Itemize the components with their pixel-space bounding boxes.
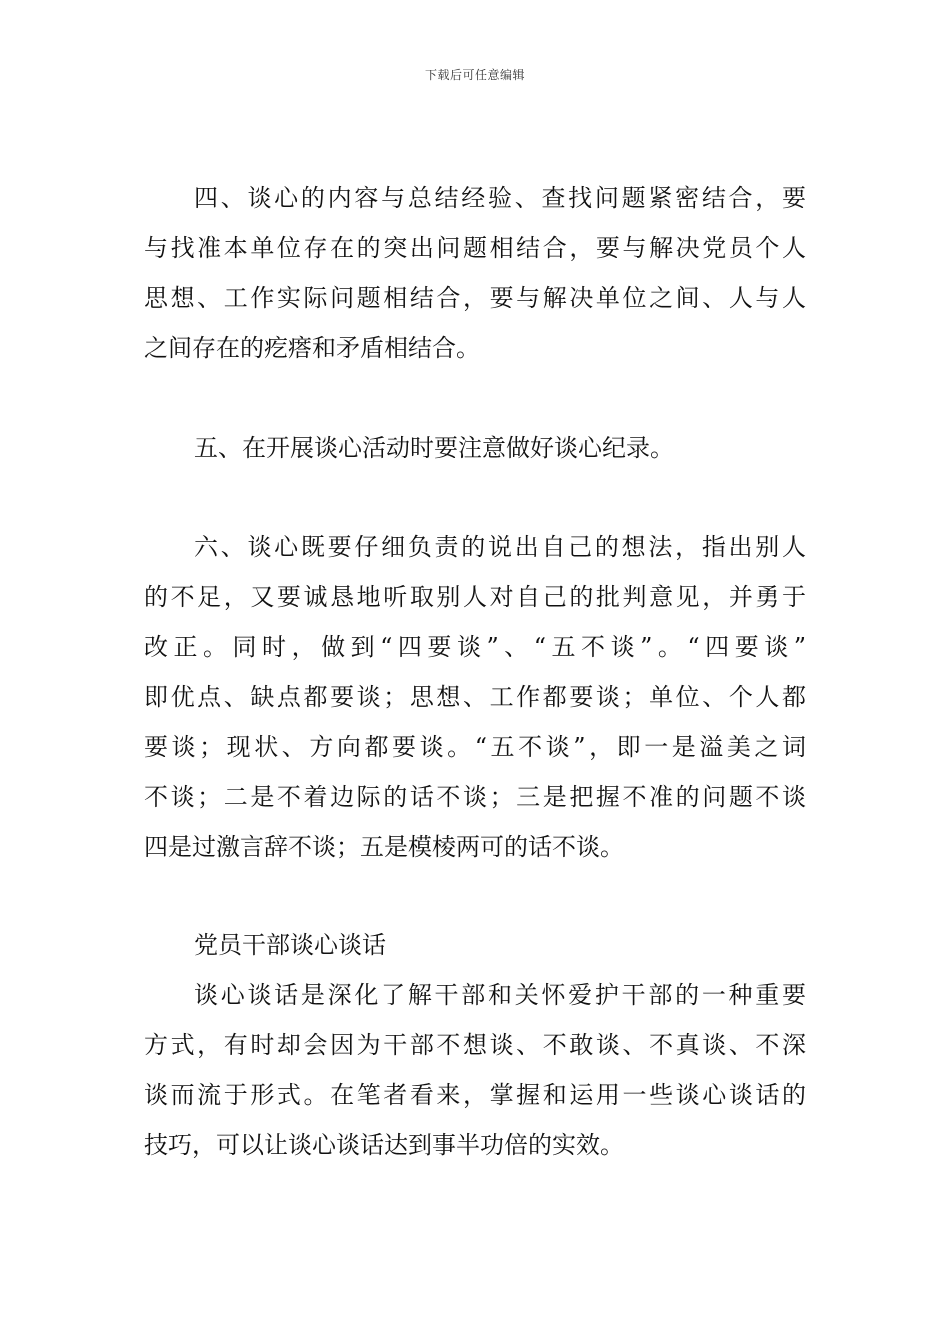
text-line: 五、在开展谈心活动时要注意做好谈心纪录。 (194, 434, 674, 462)
paragraph-section-four (144, 173, 806, 373)
paragraph-section-talk (144, 970, 806, 1170)
text-line: 之间存在的疙瘩和矛盾相结合。 (144, 334, 480, 362)
text-line: 与找准本单位存在的突出问题相结合，要与解决党员个人 (144, 234, 806, 262)
text-line: 方式，有时却会因为干部不想谈、不敢谈、不真谈、不深 (144, 1031, 806, 1059)
text-line: 要谈；现状、方向都要谈。“五不谈”，即一是溢美之词 (144, 733, 806, 761)
paragraph-section-six (144, 522, 806, 872)
text-line: 改正。同时，做到“四要谈”、“五不谈”。“四要谈” (144, 633, 806, 661)
text-line: 谈而流于形式。在笔者看来，掌握和运用一些谈心谈话的 (144, 1081, 806, 1109)
section-heading: 党员干部谈心谈话 (194, 931, 386, 959)
text-line: 的不足，又要诚恳地听取别人对自己的批判意见，并勇于 (144, 583, 806, 611)
text-line: 四、谈心的内容与总结经验、查找问题紧密结合，要 (194, 184, 806, 212)
text-line: 即优点、缺点都要谈；思想、工作都要谈；单位、个人都 (144, 683, 806, 711)
paragraph-section-five (144, 423, 806, 473)
text-line: 四是过激言辞不谈；五是模棱两可的话不谈。 (144, 833, 624, 861)
text-line: 思想、工作实际问题相结合，要与解决单位之间、人与人 (144, 284, 806, 312)
page-header: 下载后可任意编辑 (424, 68, 525, 82)
text-line: 不谈；二是不着边际的话不谈；三是把握不准的问题不谈 (144, 783, 806, 811)
text-line: 技巧，可以让谈心谈话达到事半功倍的实效。 (144, 1131, 624, 1159)
text-line: 谈心谈话是深化了解干部和关怀爱护干部的一种重要 (194, 981, 806, 1009)
section-title (144, 920, 806, 970)
text-line: 六、谈心既要仔细负责的说出自己的想法，指出别人 (194, 533, 806, 561)
